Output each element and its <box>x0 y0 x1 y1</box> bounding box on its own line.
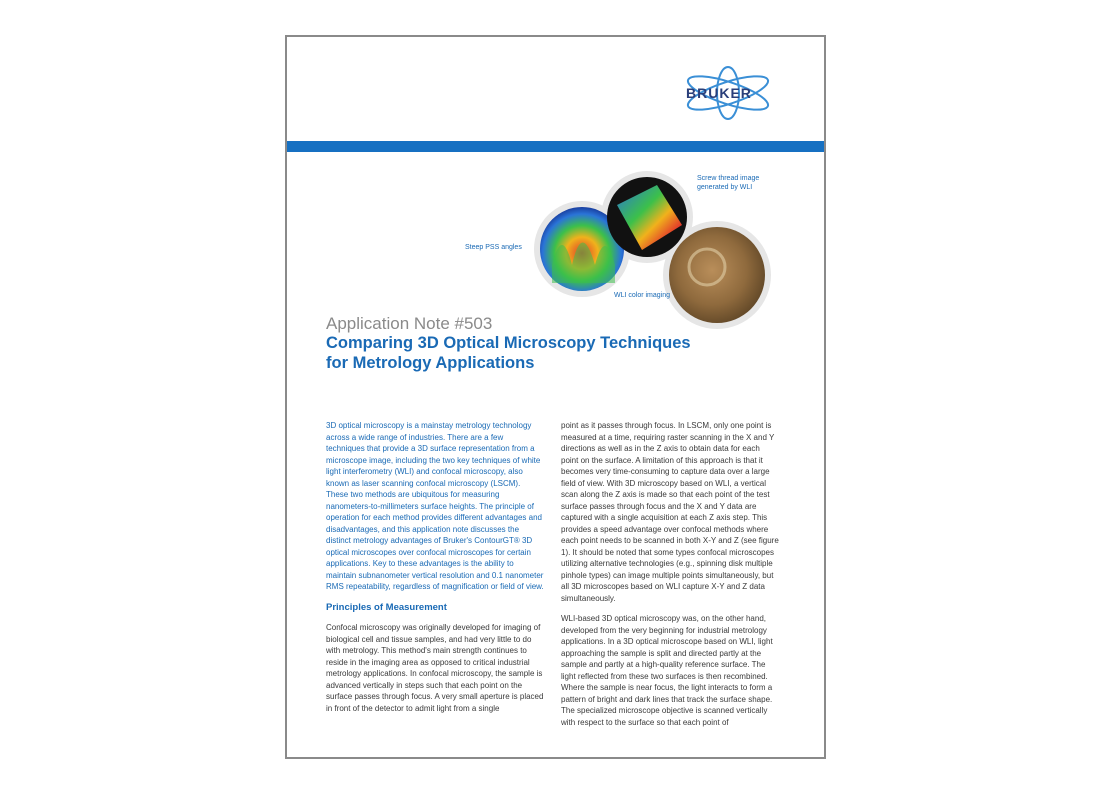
right-column <box>561 420 779 737</box>
body-paragraph-right-2: WLI-based 3D optical microscopy was, on the other hand, developed from the very beginning for industrial metrology applications. In a 3D optical microscope based on WLI, light approaching the sample is split and directed partly at the sample and partly at a high-quality reference surface. The light reflected from these two surfaces is then recombined. Where the sample is near focus, the light interacts to form a pattern of bright and dark lines that track the surface shape. The specialized microscope objective is scanned vertically with respect to the surface so that each point of <box>561 614 773 727</box>
section-heading: Principles of Measurement <box>326 601 447 613</box>
caption-wli: WLI color imaging <box>614 292 671 299</box>
left-column <box>326 420 544 723</box>
document-title <box>326 333 726 373</box>
intro-paragraph: 3D optical microscopy is a mainstay metrology technology across a wide range of industries. There are a few techniques that provide a 3D surface representation from a microscope image, including the two key techniques of white light interferometry (WLI) and confocal microscopy, also known as laser scanning confocal microscopy (LSCM). These two methods are ubiquitous for measuring nanometers-to-millimeters surface heights. The principle of operation for each method provides different advantages and disadvantages, and this application note discusses the distinct metrology advantages of Bruker's ContourGT® 3D optical microscopes over confocal microscopes for certain applications. Key to these advantages is the ability to maintain subnanometer vertical resolution and 0.1 nanometer RMS repeatability, regardless of magnification or field of view. <box>326 421 544 591</box>
caption-pss: Steep PSS angles <box>465 244 522 251</box>
title-line-1: Comparing 3D Optical Microscopy Techniques <box>326 334 691 352</box>
body-paragraph-right-1: point as it passes through focus. In LSCM, only one point is measured at a time, requiring raster scanning in the X and Y directions as well as in the Z axis to obtain data for each point on the surface. A limitation of this approach is that it becomes very time-consuming to capture data over a large field of view. With 3D microscopy based on WLI, a vertical scan along the Z axis is made so that each point of the test surface passes through focus and the X and Y data are captured with a single acquisition at each Z axis step. This provides a speed advantage over confocal methods where each point needs to be scanned in both X-Y and Z (see figure 1). It should be noted that some types confocal microscopes utilizing alternative technologies (e.g., spinning disk multiple pinhole types) can image multiple points simultaneously, but all 3D microscopes based on WLI capture X-Y and Z data simultaneously. <box>561 421 779 603</box>
caption-screw-thread: Screw thread image generated by WLI <box>697 175 760 191</box>
document-page <box>285 35 826 759</box>
application-note-number: Application Note #503 <box>326 314 493 333</box>
body-paragraph-left: Confocal microscopy was originally developed for imaging of biological cell and tissue samples, and had very little to do with metrology. This method's main strength continues to reside in the imaging area as opposed to critical industrial metrology applications. In confocal microscopy, the sample is advanced vertically in steps such that each point on the surface passes through focus. A very small aperture is placed in front of the detector to admit light from a single <box>326 623 544 713</box>
title-line-2: for Metrology Applications <box>326 354 535 372</box>
header-band <box>287 141 824 152</box>
logo-wordmark: BRUKER <box>686 85 752 101</box>
